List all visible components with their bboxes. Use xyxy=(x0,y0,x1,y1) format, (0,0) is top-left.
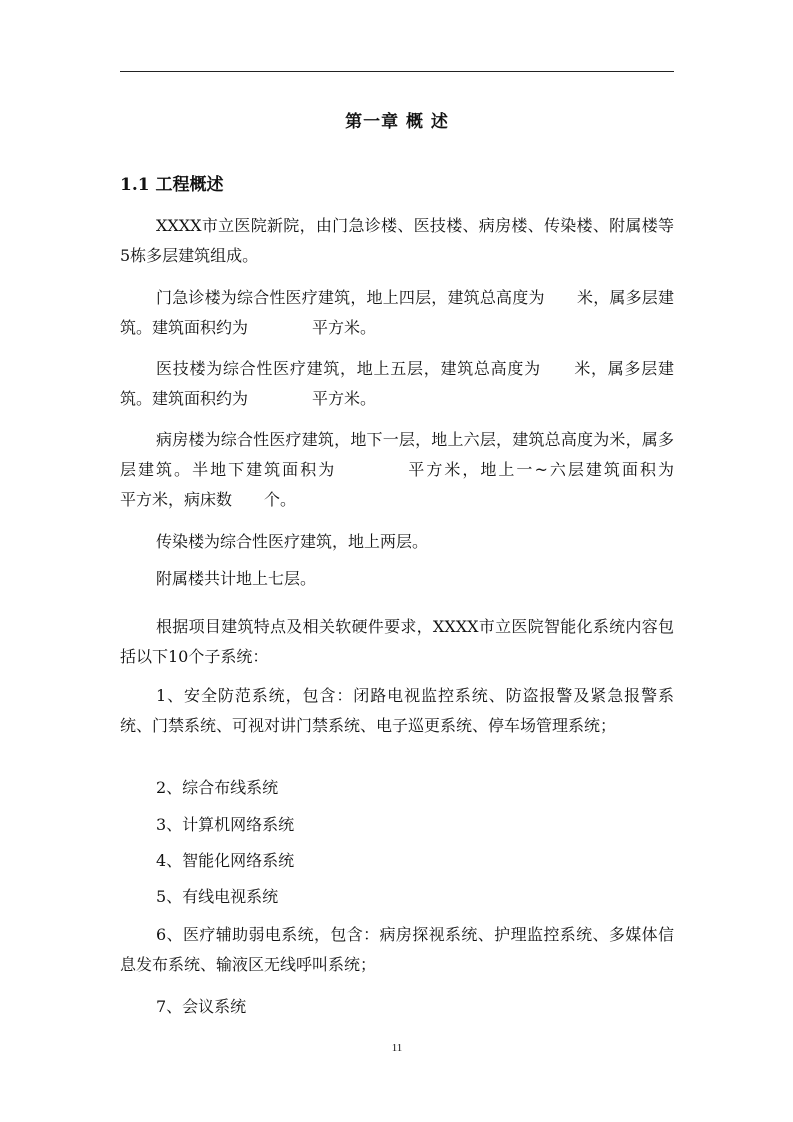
list-item-conference-system: 7、会议系统 xyxy=(156,997,247,1016)
chapter-title: 第一章 概 述 xyxy=(345,112,449,132)
list-item-intelligent-network: 4、智能化网络系统 xyxy=(156,851,295,870)
paragraph-emergency-building: 门急诊楼为综合性医疗建筑，地上四层，建筑总高度为 米，属多层建筑。建筑面积约为 平方米。 xyxy=(120,288,674,337)
list-item-medical-weak-current: 6、医疗辅助弱电系统，包含：病房探视系统、护理监控系统、多媒体信息发布系统、输液区无线呼叫系统； xyxy=(120,925,674,974)
list-item-cable-tv: 5、有线电视系统 xyxy=(156,887,279,906)
paragraph-subsystems-intro: 根据项目建筑特点及相关软硬件要求，XXXX市立医院智能化系统内容包括以下10个子系统： xyxy=(120,617,674,666)
list-item-computer-network: 3、计算机网络系统 xyxy=(156,815,295,834)
paragraph-infection-building: 传染楼为综合性医疗建筑，地上两层。 xyxy=(156,532,429,551)
paragraph-overview: XXXX市立医院新院，由门急诊楼、医技楼、病房楼、传染楼、附属楼等5栋多层建筑组成。 xyxy=(120,216,674,265)
list-item-security-system: 1、安全防范系统，包含：闭路电视监控系统、防盗报警及紧急报警系统、门禁系统、可视对讲门禁系统、电子巡更系统、停车场管理系统； xyxy=(120,686,674,735)
paragraph-ward-building: 病房楼为综合性医疗建筑，地下一层，地上六层，建筑总高度为米，属多层建筑。半地下建筑面积为 平方米，地上一~六层建筑面积为 平方米，病床数 个。 xyxy=(120,430,739,509)
list-item-cabling-system: 2、综合布线系统 xyxy=(156,778,279,797)
page-number: 11 xyxy=(391,1042,403,1054)
header-rule xyxy=(120,71,674,72)
paragraph-annex-building: 附属楼共计地上七层。 xyxy=(156,569,317,588)
paragraph-medical-tech-building: 医技楼为综合性医疗建筑，地上五层，建筑总高度为 米，属多层建筑。建筑面积约为 平方米。 xyxy=(120,359,674,408)
section-title: 1.1 工程概述 xyxy=(120,175,224,195)
